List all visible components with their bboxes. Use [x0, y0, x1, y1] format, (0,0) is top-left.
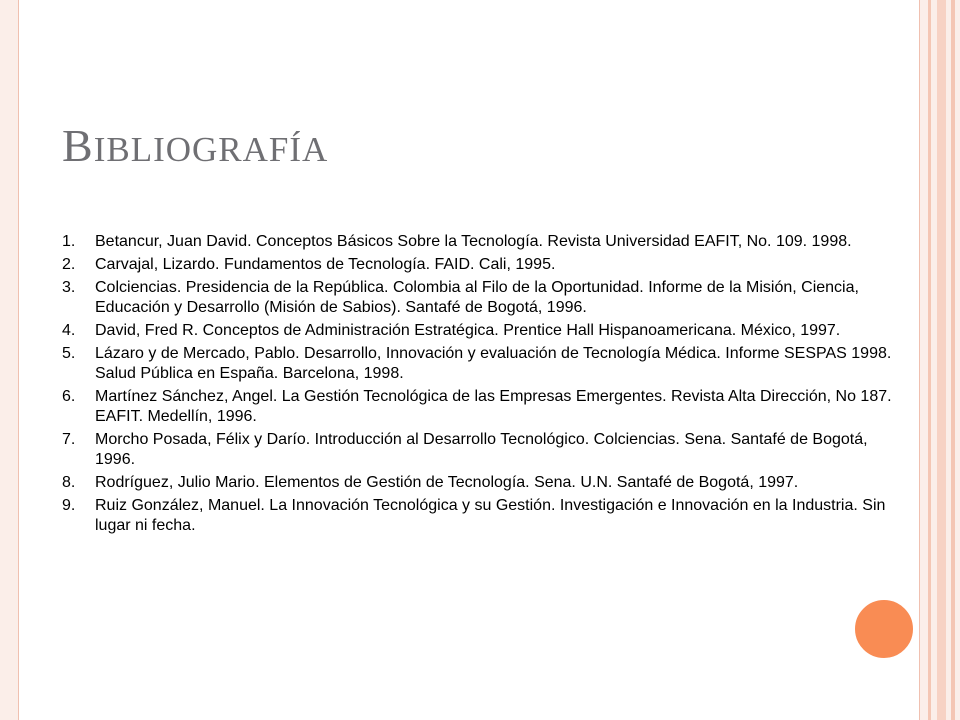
item-text: Carvajal, Lizardo. Fundamentos de Tecnología. FAID. Cali, 1995.	[95, 256, 556, 273]
item-number: 8.	[62, 474, 76, 491]
list-item	[62, 255, 908, 275]
item-text: Martínez Sánchez, Angel. La Gestión Tecnológica de las Empresas Emergentes. Revista Alta Dirección, No 187. EAFIT. Medellín, 1996.	[95, 388, 892, 425]
item-text: David, Fred R. Conceptos de Administración Estratégica. Prentice Hall Hispanoamericana. México, 1997.	[95, 322, 841, 339]
item-text: Rodríguez, Julio Mario. Elementos de Gestión de Tecnología. Sena. U.N. Santafé de Bogotá, 1997.	[95, 474, 799, 491]
item-number: 5.	[62, 345, 76, 362]
decorative-circle-icon	[853, 598, 915, 660]
item-number: 3.	[62, 279, 76, 296]
item-text: Morcho Posada, Félix y Darío. Introducción al Desarrollo Tecnológico. Colciencias. Sena. Santafé de Bogotá, 1996.	[95, 431, 868, 468]
item-number: 7.	[62, 431, 76, 448]
list-item	[62, 232, 908, 252]
list-item	[62, 321, 908, 341]
item-number: 6.	[62, 388, 76, 405]
list-item	[62, 473, 908, 493]
title-rest: IBLIOGRAFÍA	[93, 129, 329, 169]
slide-title	[62, 119, 328, 172]
item-number: 1.	[62, 233, 76, 250]
item-number: 9.	[62, 497, 76, 514]
list-item	[62, 430, 908, 470]
decorative-stripe	[928, 0, 931, 720]
title-initial: B	[62, 119, 94, 171]
list-item	[62, 387, 908, 427]
decorative-stripe	[937, 0, 946, 720]
item-text: Lázaro y de Mercado, Pablo. Desarrollo, Innovación y evaluación de Tecnología Médica. Informe SESPAS 1998. Salud Pública en España. Barcelona, 1998.	[95, 345, 892, 382]
list-item	[62, 344, 908, 384]
bibliography-list	[62, 232, 908, 539]
item-number: 2.	[62, 256, 76, 273]
item-text: Betancur, Juan David. Conceptos Básicos Sobre la Tecnología. Revista Universidad EAFIT, No. 109. 1998.	[95, 233, 852, 250]
list-item	[62, 496, 908, 536]
item-number: 4.	[62, 322, 76, 339]
item-text: Colciencias. Presidencia de la República. Colombia al Filo de la Oportunidad. Informe de la Misión, Ciencia, Educación y Desarrollo (Misión de Sabios). Santafé de Bogotá, 1996.	[95, 279, 859, 316]
list-item	[62, 278, 908, 318]
item-text: Ruiz González, Manuel. La Innovación Tecnológica y su Gestión. Investigación e Innovación en la Industria. Sin lugar ni fecha.	[95, 497, 886, 534]
decorative-stripe	[951, 0, 955, 720]
